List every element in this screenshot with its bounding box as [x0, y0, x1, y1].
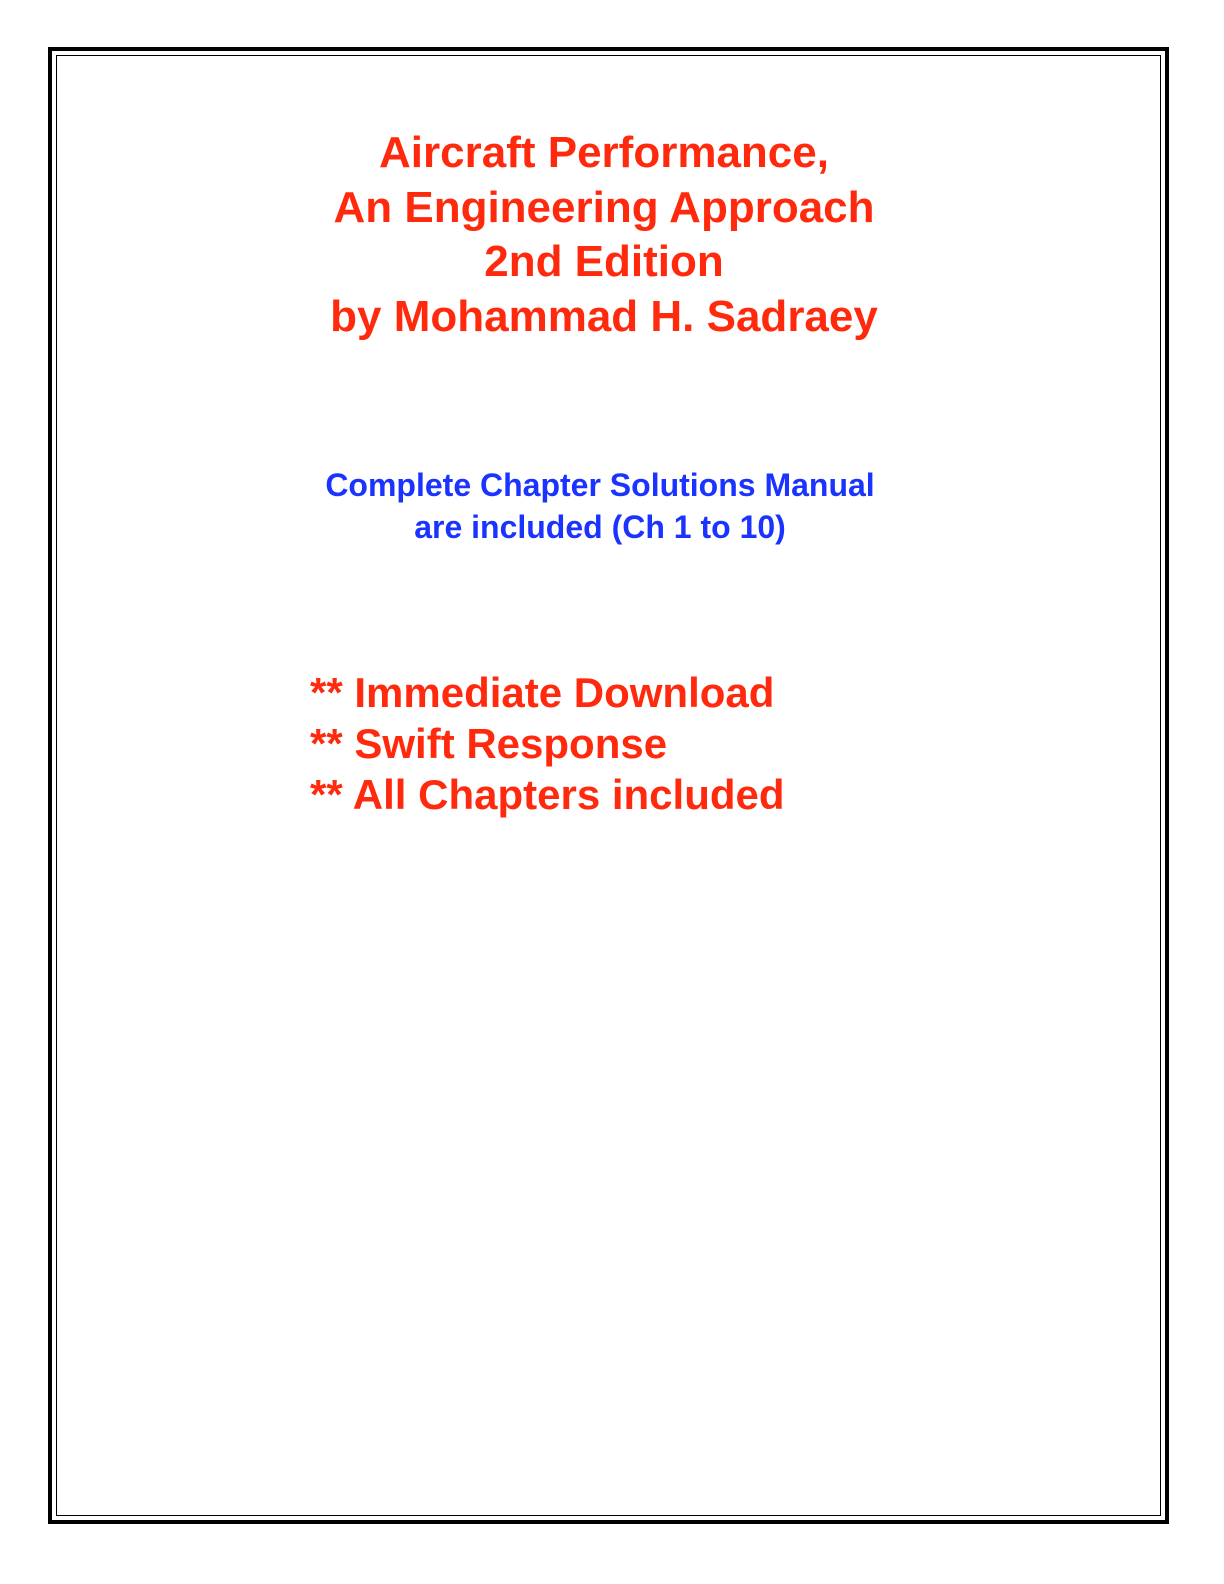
book-edition: 2nd Edition	[484, 237, 724, 286]
book-title: Aircraft Performance,	[379, 128, 829, 177]
book-author: by Mohammad H. Sadraey	[330, 291, 878, 341]
book-title-block	[0, 126, 1208, 344]
features-list	[310, 667, 785, 820]
solutions-note-line-2: are included (Ch 1 to 10)	[414, 509, 786, 545]
feature-swift-response: ** Swift Response	[310, 720, 668, 767]
feature-immediate-download: ** Immediate Download	[310, 669, 775, 716]
book-subtitle: An Engineering Approach	[333, 182, 875, 232]
solutions-manual-note	[0, 464, 1200, 548]
feature-all-chapters: ** All Chapters included	[310, 771, 785, 818]
solutions-note-line-1: Complete Chapter Solutions Manual	[325, 467, 875, 503]
